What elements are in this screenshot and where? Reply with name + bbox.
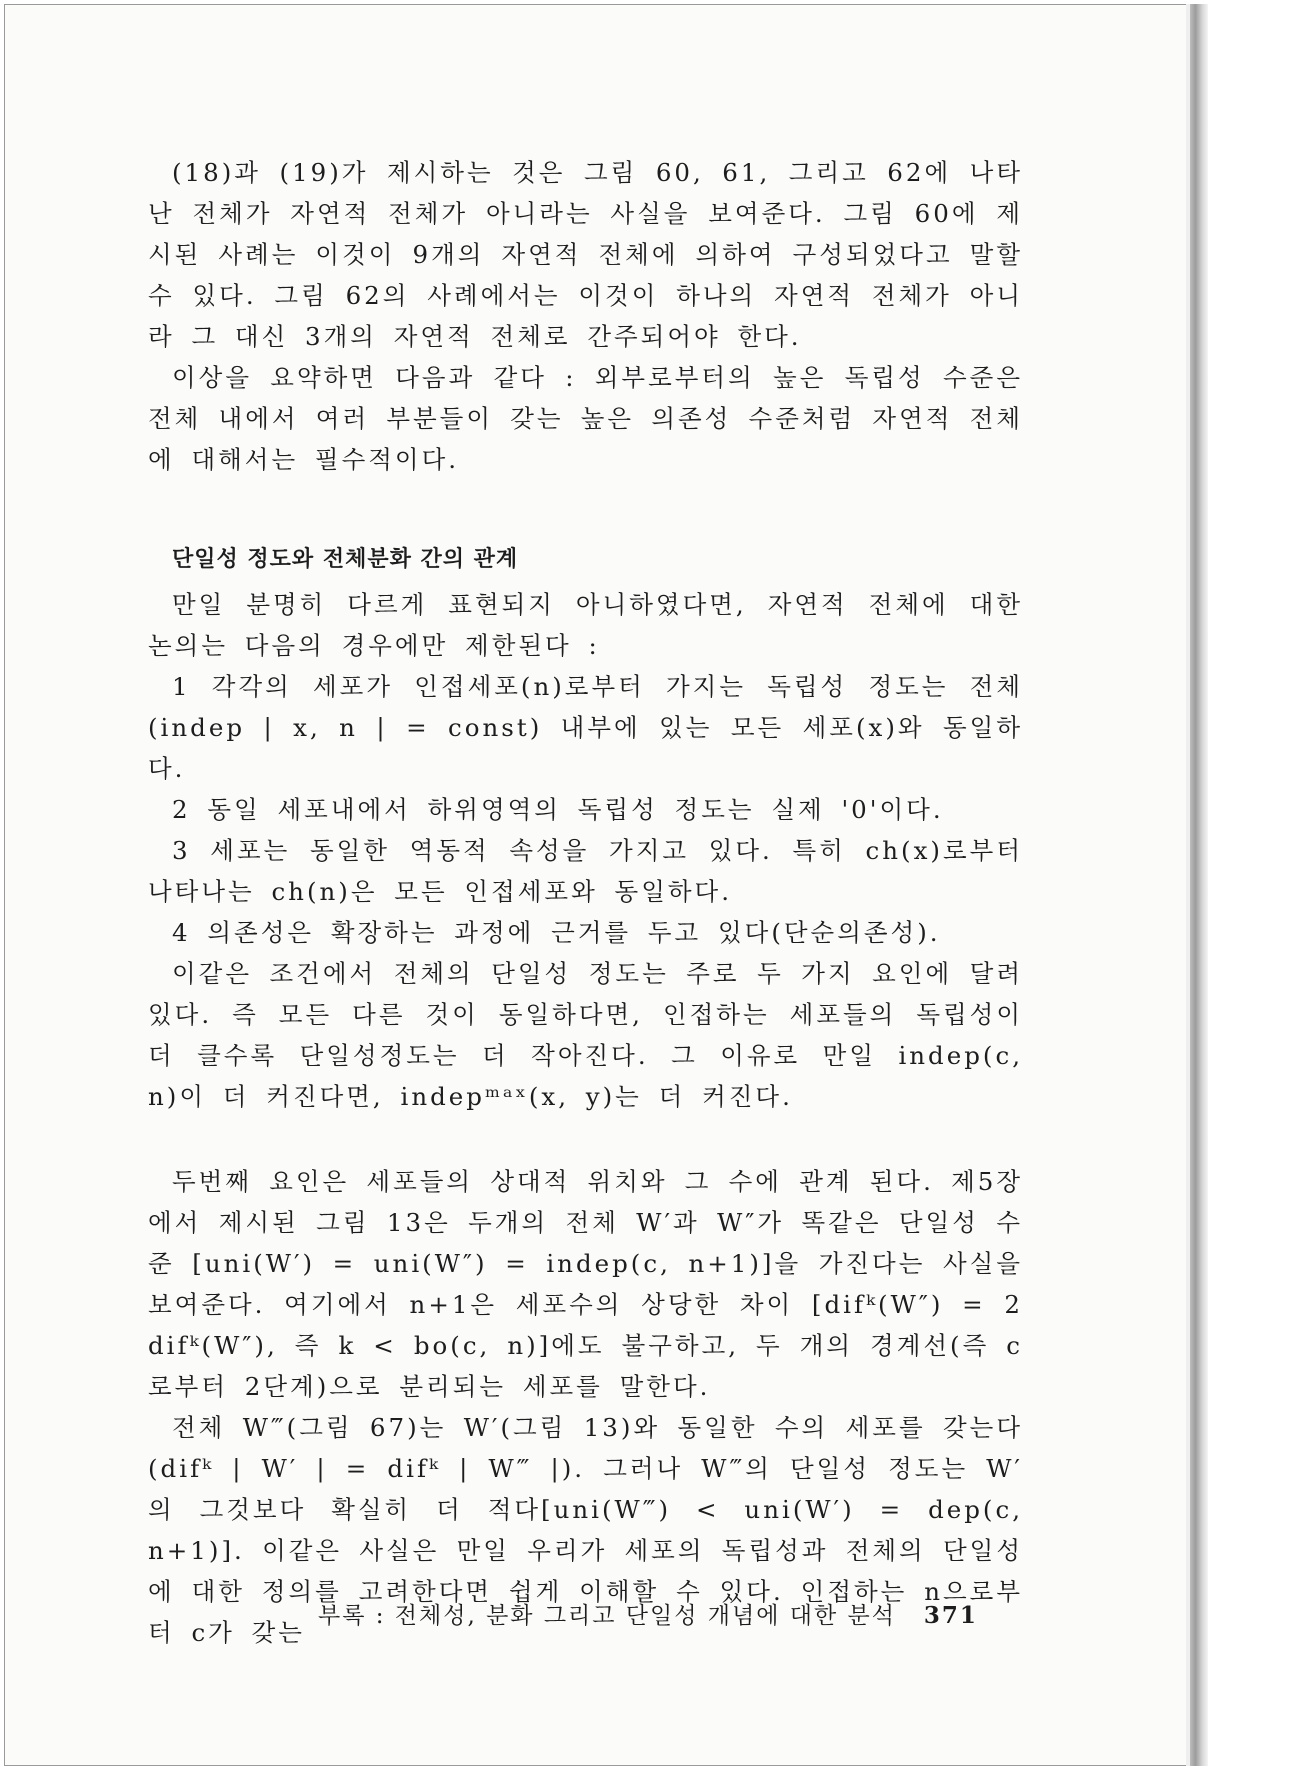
page-number: 371 (923, 1602, 978, 1629)
paragraph-5: 두번째 요인은 세포들의 상대적 위치와 그 수에 관계 된다. 제5장에서 제시된 그림 13은 두개의 전체 W′과 W″가 똑같은 단일성 수준 [uni(W′) = uni(W″) = indep(c, n+1)]을 가진다는 사실을 보여준다. 여기에서 n+1은 세포수의 상당한 차이 [difᵏ(W″) = 2 difᵏ(W″), 즉 k < bo(c, n)]에도 불구하고, 두 개의 경계선(즉 c로부터 2단계)으로 분리되는 세포를 말한다. (148, 1167, 1023, 1401)
list-item-4: 4 의존성은 확장하는 과정에 근거를 두고 있다(단순의존성). (172, 918, 941, 947)
list-item-1: 1 각각의 세포가 인접세포(n)로부터 가지는 독립성 정도는 전체 (indep | x, n | = const) 내부에 있는 모든 세포(x)와 동일하다. (148, 672, 1023, 783)
list-item-2: 2 동일 세포내에서 하위영역의 독립성 정도는 실제 '0'이다. (172, 795, 944, 824)
running-title: 부록 : 전체성, 분화 그리고 단일성 개념에 대한 분석 (318, 1603, 896, 1629)
running-footer (318, 1597, 1018, 1630)
list-item-3: 3 세포는 동일한 역동적 속성을 가지고 있다. 특히 ch(x)로부터 나타나는 ch(n)은 모든 인접세포와 동일하다. (148, 836, 1023, 906)
page-body (148, 152, 1023, 1653)
paragraph-1: (18)과 (19)가 제시하는 것은 그림 60, 61, 그리고 62에 나타난 전체가 자연적 전체가 아니라는 사실을 보여준다. 그림 60에 제시된 사례는 이것이 9개의 자연적 전체에 의하여 구성되었다고 말할 수 있다. 그림 62의 사례에서는 이것이 하나의 자연적 전체가 아니라 그 대신 3개의 자연적 전체로 간주되어야 한다. (148, 158, 1023, 351)
page-shadow (1190, 4, 1208, 1766)
paragraph-2: 이상을 요약하면 다음과 같다 : 외부로부터의 높은 독립성 수준은 전체 내에서 여러 부분들이 갖는 높은 의존성 수준처럼 자연적 전체에 대해서는 필수적이다. (148, 363, 1023, 474)
section-heading: 단일성 정도와 전체분화 간의 관계 (172, 547, 519, 572)
paragraph-4: 이같은 조건에서 전체의 단일성 정도는 주로 두 가지 요인에 달려 있다. 즉 모든 다른 것이 동일하다면, 인접하는 세포들의 독립성이 더 클수록 단일성정도는 더 작아진다. 그 이유로 만일 indep(c, n)이 더 커진다면, indepᵐᵃˣ(x, y)는 더 커진다. (148, 959, 1023, 1111)
paragraph-3: 만일 분명히 다르게 표현되지 아니하였다면, 자연적 전체에 대한 논의는 다음의 경우에만 제한된다 : (148, 590, 1023, 660)
paragraph-6: 전체 W‴(그림 67)는 W′(그림 13)와 동일한 수의 세포를 갖는다 (difᵏ | W′ | = difᵏ | W‴ |). 그러나 W‴의 단일성 정도는 W′의 그것보다 확실히 더 적다[uni(W‴) < uni(W′) = dep(c, n+1)]. 이같은 사실은 만일 우리가 세포의 독립성과 전체의 단일성에 대한 정의를 고려한다면 쉽게 이해할 수 있다. 인접하는 n으로부터 c가 갖는 (148, 1413, 1023, 1647)
